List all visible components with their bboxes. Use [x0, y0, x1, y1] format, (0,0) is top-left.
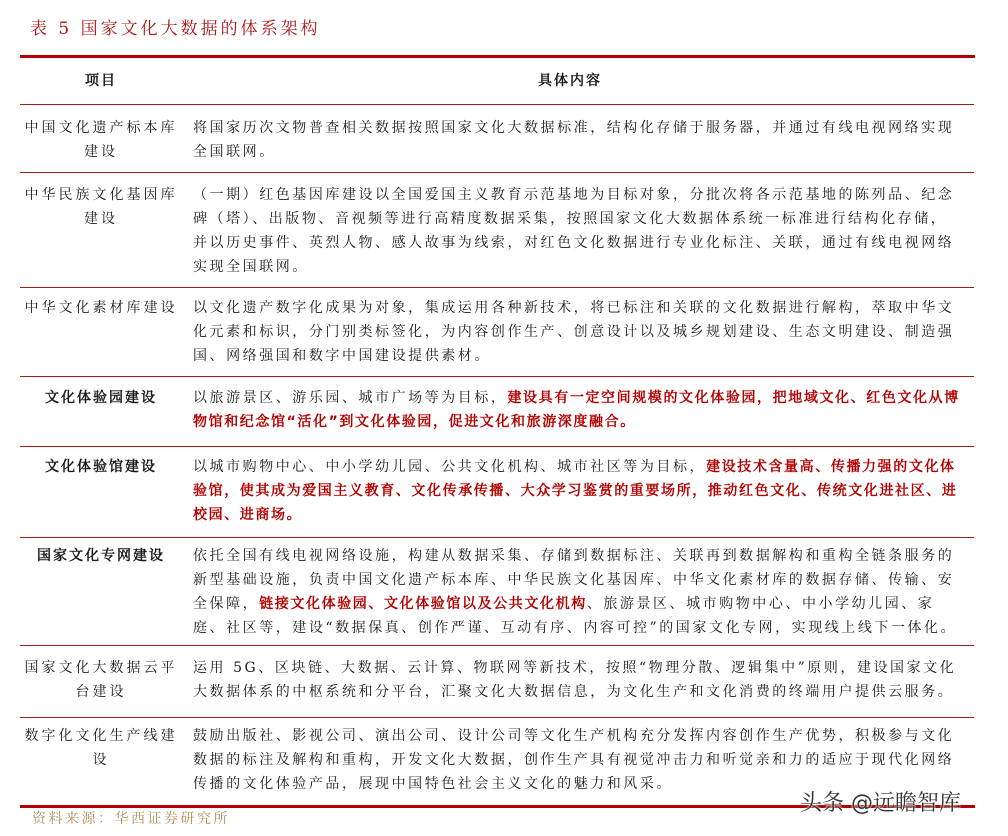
row-item: 文化体验园建设 — [45, 390, 157, 406]
content-text: 运用 5G、区块链、大数据、云计算、物联网等新技术，按照“物理分散、逻辑集中”原则，建设国家文化大数据体系的中枢系统和分平台，汇聚文化大数据信息，为文化生产和文化消费的终端用户提供云服务。 — [193, 660, 957, 700]
row-content — [178, 544, 974, 645]
row-item: 国家文化专网建设 — [37, 548, 165, 564]
table-title: 表 5 国家文化大数据的体系架构 — [30, 19, 321, 39]
content-text: 以城市购物中心、中小学幼儿园、公共文化机构、城市社区等为目标， — [193, 459, 707, 475]
table-header-row — [20, 58, 974, 105]
row-item: 数字化文化生产线建设 — [24, 728, 178, 768]
content-text: （一期）红色基因库建设以全国爱国主义教育示范基地为目标对象，分批次将各示范基地的陈列品、纪念碑（塔）、出版物、音视频等进行高精度数据采集，按照国家文化大数据体系统一标准进行结构化存储，并以历史事件、英烈人物、感人故事为线索，对红色文化数据进行专业化标注、关联，通过有线电视网络实现全国联网。 — [193, 187, 955, 275]
content-text: 以旅游景区、游乐园、城市广场等为目标， — [193, 390, 508, 406]
row-content — [178, 656, 974, 717]
content-text: 以文化遗产数字化成果为对象，集成运用各种新技术，将已标注和关联的文化数据进行解构，萃取中华文化元素和标识，分门别类标签化，为内容创作生产、创意设计以及城乡规划建设、生态文明建设、制造强国、网络强国和数字中国建设提供素材。 — [193, 300, 955, 364]
row-content — [178, 386, 974, 446]
row-item: 国家文化大数据云平台建设 — [24, 660, 178, 700]
row-content — [178, 455, 974, 537]
table-row — [20, 538, 974, 646]
row-content — [178, 116, 974, 172]
row-item: 文化体验馆建设 — [45, 459, 157, 475]
table-row — [20, 173, 974, 288]
row-item: 中华民族文化基因库建设 — [24, 187, 178, 227]
content-text: 将国家历次文物普查相关数据按照国家文化大数据标准，结构化存储于服务器，并通过有线电视网络实现全国联网。 — [193, 120, 955, 160]
row-item: 中国文化遗产标本库建设 — [24, 120, 178, 160]
row-content — [178, 296, 974, 376]
table-row — [20, 105, 974, 173]
highlighted-text: 建设具有一定空间规模的文化体验园，把地域文化、红色文化从博物馆和纪念馆“活化”到文化体验园，促进文化和旅游深度融合。 — [193, 390, 960, 430]
content-text: 鼓励出版社、影视公司、演出公司、设计公司等文化生产机构充分发挥内容创作生产优势，积极参与文化数据的标注及解构和重构，开发文化大数据，创作生产具有视觉冲击力和听觉亲和力的适应于现代化网络传播的文化体验产品，展现中国特色社会主义文化的魅力和风采。 — [193, 728, 955, 792]
header-content: 具体内容 — [538, 73, 602, 89]
source-note: 资料来源：华西证券研究所 — [32, 811, 230, 827]
architecture-table — [20, 58, 974, 806]
header-item: 项目 — [85, 73, 117, 89]
table-row — [20, 447, 974, 538]
row-content — [178, 183, 974, 287]
highlighted-text: 链接文化体验园、文化体验馆以及公共文化机构 — [259, 596, 587, 612]
row-item: 中华文化素材库建设 — [24, 300, 178, 316]
content-text: 依托全国有线电视网络设施，构建从数据采集、存储到数据标注、关联再到数据解构和重构全链条服务的新型基础设施，负责中国文化遗产标本库、中华民族文化基因库、中华文化素材库的数据存储、传输、安全保障， — [193, 548, 955, 612]
table-row — [20, 377, 974, 447]
table-row — [20, 646, 974, 718]
content-text: 、旅游景区、城市购物中心、中小学幼儿园、家庭、社区等，建设“数据保真、创作严谨、互动有序、内容可控”的国家文化专网，实现线上线下一体化。 — [193, 596, 958, 636]
table-row — [20, 288, 974, 377]
highlighted-text: 建设技术含量高、传播力强的文化体验馆，使其成为爱国主义教育、文化传承传播、大众学习鉴赏的重要场所，推动红色文化、传统文化进社区、进校园、进商场。 — [193, 459, 958, 523]
watermark: 头条 @远瞻智库 — [800, 791, 961, 816]
